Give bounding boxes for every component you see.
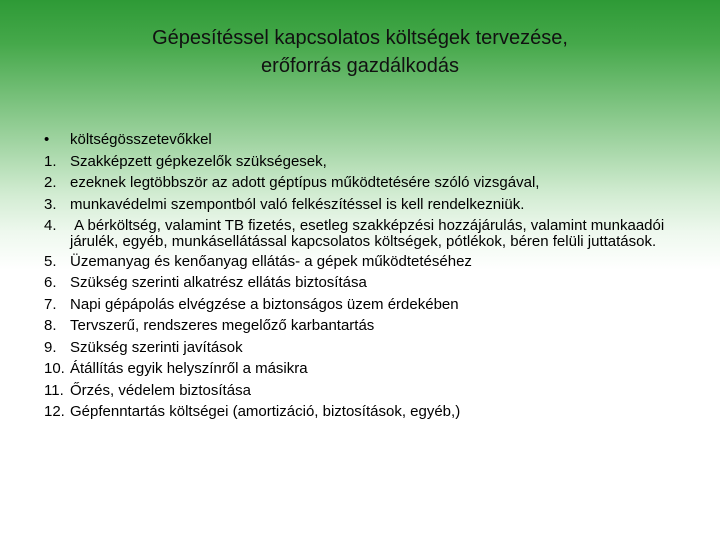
list-item-text: Őrzés, védelem biztosítása bbox=[70, 381, 251, 399]
slide-title-line-2: erőforrás gazdálkodás bbox=[261, 55, 459, 77]
list-item-text: költségösszetevőkkel bbox=[70, 131, 212, 148]
list-item-text: Szakképzett gépkezelők szükségesek, bbox=[70, 152, 327, 170]
list-item bbox=[44, 315, 684, 337]
list-item bbox=[44, 194, 684, 216]
list-number: 3. bbox=[44, 195, 57, 213]
list-item bbox=[44, 380, 684, 402]
list-item-text: Üzemanyag és kenőanyag ellátás- a gépek működtetéséhez bbox=[70, 252, 472, 270]
list-number: 9. bbox=[44, 338, 57, 356]
slide-title-line-1: Gépesítéssel kapcsolatos költségek tervezése, bbox=[152, 27, 568, 49]
list-item-text: Szükség szerinti alkatrész ellátás biztosítása bbox=[70, 274, 367, 291]
list-item-text: Szükség szerinti javítások bbox=[70, 338, 243, 356]
list-item-text: munkavédelmi szempontból való felkészítéssel is kell rendelkezniük. bbox=[70, 195, 525, 213]
list-item bbox=[44, 251, 684, 273]
list-number: 7. bbox=[44, 295, 57, 313]
list-item-text: Tervszerű, rendszeres megelőző karbantartás bbox=[70, 317, 375, 334]
list-item-text: Napi gépápolás elvégzése a biztonságos üzem érdekében bbox=[70, 295, 459, 313]
list-item bbox=[44, 172, 684, 194]
list-item bbox=[44, 272, 684, 294]
list-item bbox=[44, 215, 684, 251]
list-number: 2. bbox=[44, 174, 57, 191]
slide-title bbox=[60, 24, 660, 80]
list-item bbox=[44, 358, 684, 380]
list-item bbox=[44, 294, 684, 316]
list-item bbox=[44, 129, 684, 151]
cost-list bbox=[44, 129, 684, 423]
list-number: 4. bbox=[44, 217, 57, 234]
list-item-text: ezeknek legtöbbször az adott géptípus működtetésére szóló vizsgával, bbox=[70, 174, 540, 191]
list-item-text: A bérköltség, valamint TB fizetés, esetleg szakképzési hozzájárulás, valamint munkaadói járulék, egyéb, munkásellátással kapcsolatos költségek, pótlékok, béren felüli juttatások. bbox=[70, 216, 669, 250]
list-item bbox=[44, 401, 684, 423]
list-number: 5. bbox=[44, 252, 57, 270]
list-number: 10. bbox=[44, 360, 65, 377]
list-item bbox=[44, 151, 684, 173]
bullet-marker: • bbox=[44, 131, 50, 148]
list-number: 8. bbox=[44, 317, 57, 334]
list-item bbox=[44, 337, 684, 359]
list-number: 11. bbox=[44, 381, 64, 399]
list-number: 1. bbox=[44, 152, 57, 170]
list-number: 6. bbox=[44, 274, 57, 291]
list-item-text: Gépfenntartás költségei (amortizáció, biztosítások, egyéb,) bbox=[70, 403, 461, 420]
list-item-text: Átállítás egyik helyszínről a másikra bbox=[70, 360, 308, 377]
list-number: 12. bbox=[44, 403, 65, 420]
